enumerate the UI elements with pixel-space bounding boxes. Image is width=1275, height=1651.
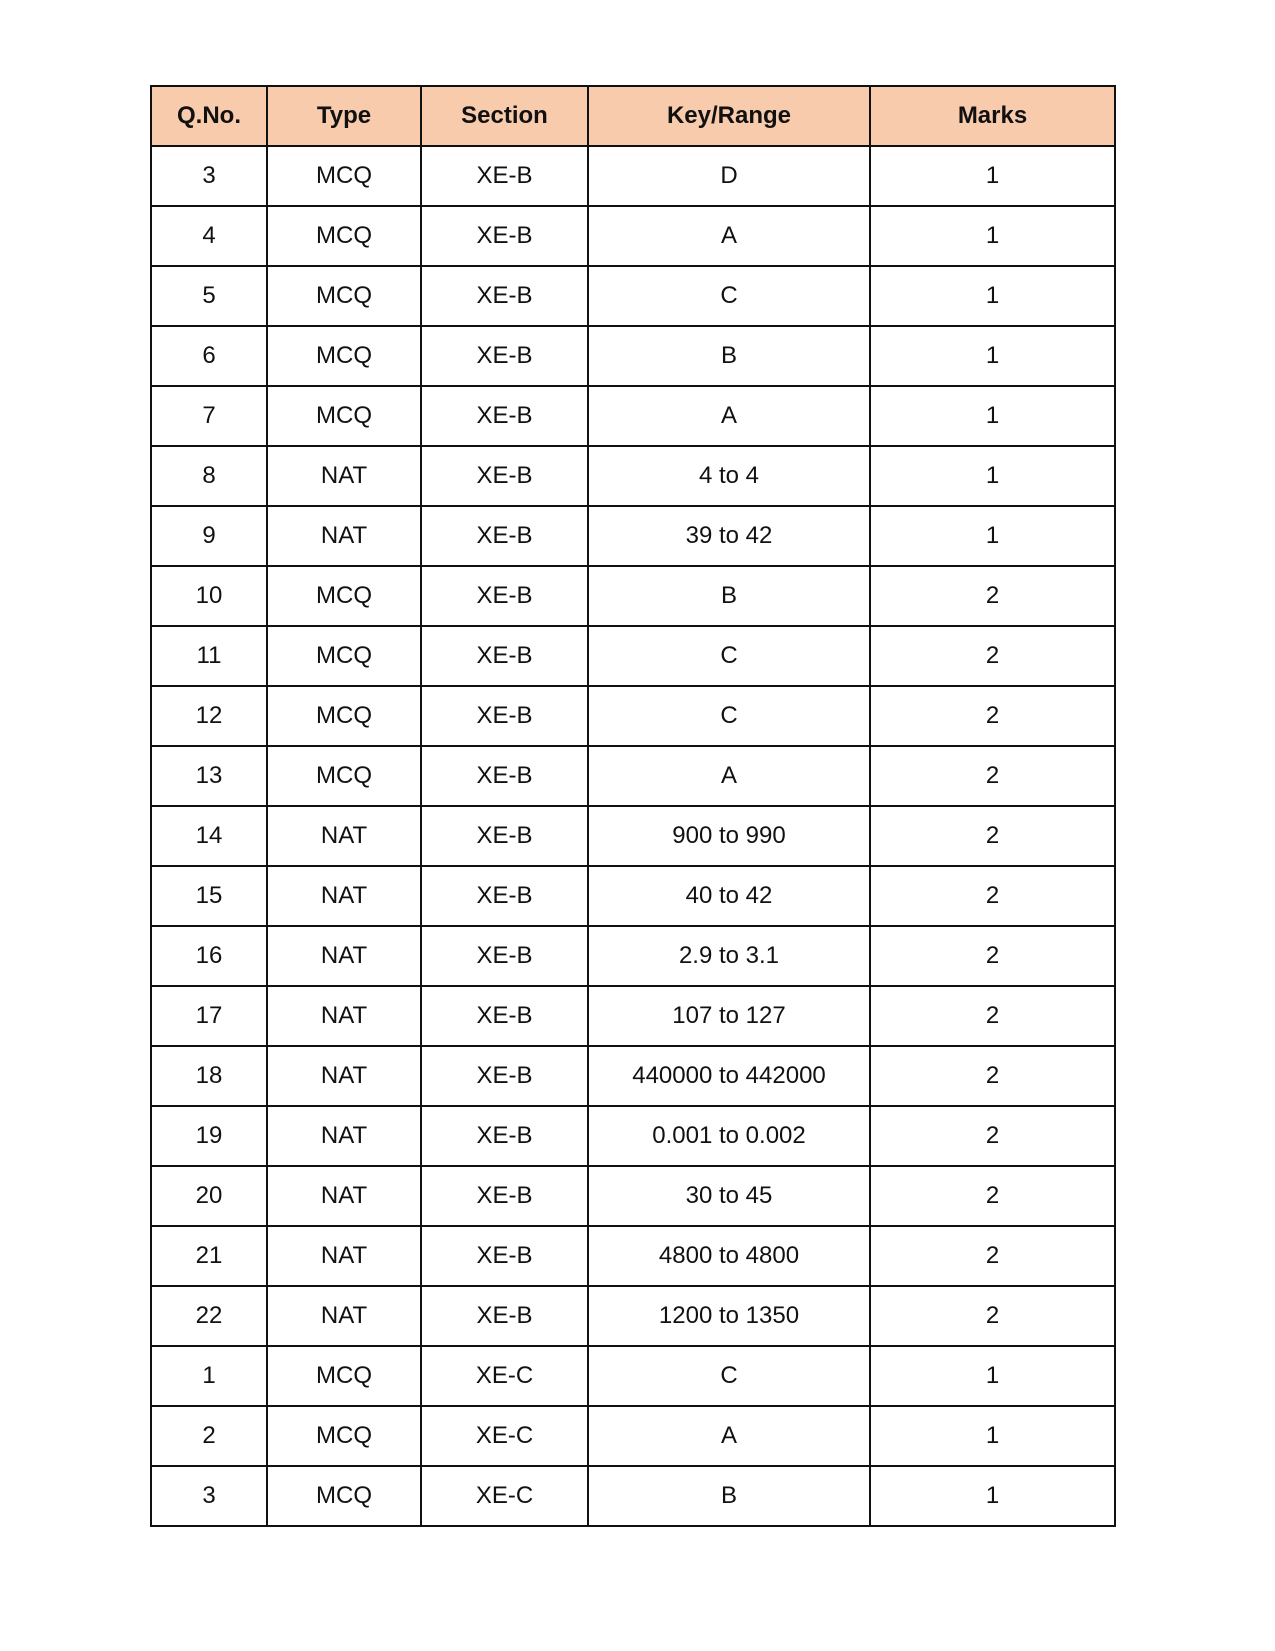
cell-qno: 11 [151, 626, 267, 686]
table-row [151, 806, 1115, 866]
table-row [151, 1106, 1115, 1166]
cell-section: XE-B [421, 1046, 588, 1106]
cell-type: MCQ [267, 146, 421, 206]
header-qno: Q.No. [151, 86, 267, 146]
table-row [151, 446, 1115, 506]
cell-type: MCQ [267, 206, 421, 266]
cell-key-range: A [588, 746, 870, 806]
cell-type: NAT [267, 1286, 421, 1346]
cell-key-range: 107 to 127 [588, 986, 870, 1046]
cell-type: MCQ [267, 386, 421, 446]
cell-marks: 1 [870, 206, 1115, 266]
table-row [151, 1166, 1115, 1226]
cell-key-range: 4800 to 4800 [588, 1226, 870, 1286]
table-row [151, 986, 1115, 1046]
cell-marks: 2 [870, 1166, 1115, 1226]
cell-type: NAT [267, 506, 421, 566]
cell-marks: 2 [870, 1226, 1115, 1286]
cell-type: MCQ [267, 566, 421, 626]
cell-qno: 8 [151, 446, 267, 506]
table-body [151, 146, 1115, 1526]
cell-qno: 14 [151, 806, 267, 866]
cell-key-range: 4 to 4 [588, 446, 870, 506]
cell-section: XE-B [421, 266, 588, 326]
cell-type: MCQ [267, 326, 421, 386]
cell-marks: 1 [870, 326, 1115, 386]
table-row [151, 626, 1115, 686]
cell-marks: 1 [870, 1466, 1115, 1526]
cell-key-range: 1200 to 1350 [588, 1286, 870, 1346]
cell-type: NAT [267, 926, 421, 986]
cell-section: XE-B [421, 806, 588, 866]
cell-marks: 2 [870, 566, 1115, 626]
cell-key-range: C [588, 1346, 870, 1406]
cell-key-range: C [588, 686, 870, 746]
cell-section: XE-B [421, 1286, 588, 1346]
cell-section: XE-B [421, 746, 588, 806]
cell-qno: 17 [151, 986, 267, 1046]
header-key-range: Key/Range [588, 86, 870, 146]
cell-section: XE-B [421, 1166, 588, 1226]
cell-key-range: 440000 to 442000 [588, 1046, 870, 1106]
cell-type: NAT [267, 866, 421, 926]
cell-type: MCQ [267, 1406, 421, 1466]
cell-type: NAT [267, 986, 421, 1046]
cell-marks: 2 [870, 926, 1115, 986]
cell-key-range: B [588, 1466, 870, 1526]
cell-qno: 6 [151, 326, 267, 386]
cell-qno: 16 [151, 926, 267, 986]
cell-section: XE-C [421, 1466, 588, 1526]
cell-type: NAT [267, 1046, 421, 1106]
cell-marks: 2 [870, 866, 1115, 926]
cell-type: NAT [267, 1106, 421, 1166]
cell-qno: 4 [151, 206, 267, 266]
cell-qno: 9 [151, 506, 267, 566]
cell-type: MCQ [267, 1466, 421, 1526]
cell-key-range: 40 to 42 [588, 866, 870, 926]
cell-type: NAT [267, 1226, 421, 1286]
cell-section: XE-B [421, 206, 588, 266]
cell-key-range: 2.9 to 3.1 [588, 926, 870, 986]
table-row [151, 746, 1115, 806]
cell-marks: 2 [870, 626, 1115, 686]
cell-qno: 22 [151, 1286, 267, 1346]
cell-type: NAT [267, 1166, 421, 1226]
cell-key-range: A [588, 386, 870, 446]
cell-qno: 19 [151, 1106, 267, 1166]
cell-marks: 2 [870, 1286, 1115, 1346]
table-row [151, 686, 1115, 746]
cell-marks: 1 [870, 506, 1115, 566]
cell-qno: 5 [151, 266, 267, 326]
table-row [151, 206, 1115, 266]
cell-key-range: A [588, 1406, 870, 1466]
table-row [151, 386, 1115, 446]
header-row [151, 86, 1115, 146]
cell-qno: 15 [151, 866, 267, 926]
table-row [151, 566, 1115, 626]
cell-section: XE-B [421, 686, 588, 746]
table-row [151, 926, 1115, 986]
cell-key-range: B [588, 566, 870, 626]
cell-section: XE-B [421, 866, 588, 926]
cell-key-range: 900 to 990 [588, 806, 870, 866]
cell-section: XE-B [421, 1106, 588, 1166]
cell-marks: 2 [870, 686, 1115, 746]
table-row [151, 1286, 1115, 1346]
table-row [151, 326, 1115, 386]
cell-qno: 13 [151, 746, 267, 806]
cell-key-range: A [588, 206, 870, 266]
cell-key-range: B [588, 326, 870, 386]
cell-marks: 1 [870, 266, 1115, 326]
header-marks: Marks [870, 86, 1115, 146]
table-row [151, 146, 1115, 206]
table-row [151, 266, 1115, 326]
cell-section: XE-B [421, 566, 588, 626]
cell-type: MCQ [267, 266, 421, 326]
answer-key-table [150, 85, 1116, 1527]
table-row [151, 1406, 1115, 1466]
cell-type: MCQ [267, 626, 421, 686]
table-row [151, 1226, 1115, 1286]
cell-marks: 1 [870, 1346, 1115, 1406]
cell-marks: 1 [870, 386, 1115, 446]
cell-section: XE-B [421, 626, 588, 686]
cell-qno: 3 [151, 1466, 267, 1526]
cell-qno: 3 [151, 146, 267, 206]
cell-section: XE-B [421, 506, 588, 566]
cell-type: NAT [267, 806, 421, 866]
cell-marks: 2 [870, 1046, 1115, 1106]
cell-qno: 12 [151, 686, 267, 746]
cell-marks: 2 [870, 746, 1115, 806]
table-row [151, 506, 1115, 566]
cell-key-range: C [588, 626, 870, 686]
cell-section: XE-B [421, 326, 588, 386]
cell-key-range: 0.001 to 0.002 [588, 1106, 870, 1166]
cell-marks: 1 [870, 1406, 1115, 1466]
table-row [151, 866, 1115, 926]
cell-qno: 21 [151, 1226, 267, 1286]
header-type: Type [267, 86, 421, 146]
cell-type: MCQ [267, 686, 421, 746]
table-header [151, 86, 1115, 146]
cell-key-range: D [588, 146, 870, 206]
cell-section: XE-B [421, 1226, 588, 1286]
table-row [151, 1466, 1115, 1526]
cell-marks: 2 [870, 1106, 1115, 1166]
cell-section: XE-C [421, 1406, 588, 1466]
table-row [151, 1346, 1115, 1406]
cell-key-range: 39 to 42 [588, 506, 870, 566]
cell-qno: 7 [151, 386, 267, 446]
cell-key-range: C [588, 266, 870, 326]
table-row [151, 1046, 1115, 1106]
cell-qno: 18 [151, 1046, 267, 1106]
cell-marks: 2 [870, 806, 1115, 866]
cell-section: XE-B [421, 446, 588, 506]
cell-qno: 1 [151, 1346, 267, 1406]
cell-section: XE-B [421, 146, 588, 206]
cell-marks: 1 [870, 146, 1115, 206]
cell-marks: 1 [870, 446, 1115, 506]
cell-type: NAT [267, 446, 421, 506]
cell-qno: 10 [151, 566, 267, 626]
cell-key-range: 30 to 45 [588, 1166, 870, 1226]
cell-qno: 20 [151, 1166, 267, 1226]
cell-section: XE-B [421, 926, 588, 986]
cell-section: XE-B [421, 986, 588, 1046]
cell-section: XE-B [421, 386, 588, 446]
cell-type: MCQ [267, 1346, 421, 1406]
cell-section: XE-C [421, 1346, 588, 1406]
cell-type: MCQ [267, 746, 421, 806]
header-section: Section [421, 86, 588, 146]
cell-marks: 2 [870, 986, 1115, 1046]
cell-qno: 2 [151, 1406, 267, 1466]
